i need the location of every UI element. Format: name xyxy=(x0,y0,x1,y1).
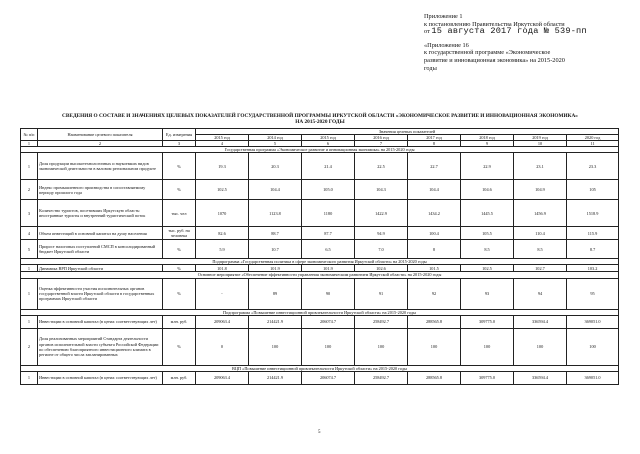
row-value: 100.4 xyxy=(408,227,461,240)
table-row xyxy=(21,315,619,328)
column-number: 11 xyxy=(567,141,619,147)
header-num: № п/п xyxy=(21,129,38,141)
header-year: 2015 год xyxy=(196,135,249,141)
row-name: Оценка эффективности участия исполнительных органов государственной власти Иркутской области в государственных программах Иркутской области xyxy=(38,278,163,309)
row-num: 1 xyxy=(21,153,38,180)
appendix-line: развитие и инновационная экономика» на 2015-2020 xyxy=(424,56,565,64)
row-value: 6.5 xyxy=(302,240,355,259)
row-value: 100 xyxy=(408,328,461,365)
row-value: 214421.9 xyxy=(249,315,302,328)
row-name: Индекс промышленного производства в сопоставляемому периоду прошлого года xyxy=(38,180,163,200)
row-value: 105.0 xyxy=(302,180,355,200)
row-value: 206074.7 xyxy=(302,315,355,328)
column-number: 7 xyxy=(355,141,408,147)
row-value: 102.5 xyxy=(461,265,514,272)
row-value: 101.9 xyxy=(249,265,302,272)
row-value: 209063.4 xyxy=(196,315,249,328)
appendix-line: к постановлению Правительства Иркутской области xyxy=(424,20,565,28)
row-value: 94 xyxy=(514,278,567,309)
title-line: НА 2015-2020 ГОДЫ xyxy=(295,119,345,126)
row-value: 1434.2 xyxy=(408,200,461,227)
row-num: 1 xyxy=(21,278,38,309)
table-row xyxy=(21,200,619,227)
section-title: Государственная программа «Экономическое развитие и инновационная экономика» на 2015-2020 годы xyxy=(21,147,619,153)
header-year: 2014 год xyxy=(249,135,302,141)
table-row xyxy=(21,240,619,259)
row-value: 258492.7 xyxy=(355,371,408,384)
table-row xyxy=(21,153,619,180)
row-value: 206074.7 xyxy=(302,371,355,384)
row-unit: % xyxy=(163,153,196,180)
row-value: 22.9 xyxy=(461,153,514,180)
column-number: 10 xyxy=(514,141,567,147)
column-number: 9 xyxy=(461,141,514,147)
row-value: 1422.9 xyxy=(355,200,408,227)
table-row xyxy=(21,265,619,272)
row-value: 369051.0 xyxy=(567,371,619,384)
row-value: 100 xyxy=(249,328,302,365)
row-value: 288565.8 xyxy=(408,315,461,328)
row-value: 102.7 xyxy=(514,265,567,272)
page-number: 5 xyxy=(318,430,321,435)
row-value: 19.3 xyxy=(196,153,249,180)
row-num: 1 xyxy=(21,315,38,328)
row-value: 100 xyxy=(514,328,567,365)
row-value: 23.3 xyxy=(567,153,619,180)
row-value: 8.5 xyxy=(514,240,567,259)
column-number: 3 xyxy=(163,141,196,147)
row-value: 95 xyxy=(567,278,619,309)
header-year: 2019 год xyxy=(514,135,567,141)
row-value: 1445.5 xyxy=(461,200,514,227)
row-value: 336594.4 xyxy=(514,315,567,328)
table-row xyxy=(21,278,619,309)
row-value: 100 xyxy=(302,328,355,365)
header-name: Наименование целевого показателя xyxy=(38,129,163,141)
row-value: 214421.9 xyxy=(249,371,302,384)
row-value: 87.7 xyxy=(302,227,355,240)
row-unit: % xyxy=(163,328,196,365)
row-value: 104.4 xyxy=(408,180,461,200)
row-unit: % xyxy=(163,278,196,309)
row-num: 2 xyxy=(21,180,38,200)
row-value: 309775.0 xyxy=(461,371,514,384)
row-value: 104.6 xyxy=(461,180,514,200)
table-row xyxy=(21,371,619,384)
row-value: 8.7 xyxy=(567,240,619,259)
header-year: 2020 год xyxy=(567,135,619,141)
row-value: 102.5 xyxy=(196,180,249,200)
row-value: 1518.9 xyxy=(567,200,619,227)
section-title: Основное мероприятие «Обеспечение эффективности управления экономическим развитием Иркутской области» на 2015-2020 годы xyxy=(21,272,619,278)
row-value: 0 xyxy=(196,328,249,365)
row-value: 369051.0 xyxy=(567,315,619,328)
row-value: 8 xyxy=(408,240,461,259)
appendix-line: годы xyxy=(424,64,437,72)
row-value: 101.5 xyxy=(408,265,461,272)
row-unit: % xyxy=(163,180,196,200)
appendix-line: к государственной программе «Экономическое xyxy=(424,49,551,57)
appendix-block xyxy=(424,13,634,72)
row-name: Прирост налоговых поступлений СМСП в консолидированный бюджет Иркутской области xyxy=(38,240,163,259)
appendix-line: Приложение 1 xyxy=(424,13,463,20)
column-number: 8 xyxy=(408,141,461,147)
header-year: 2017 год xyxy=(408,135,461,141)
column-number: 4 xyxy=(196,141,249,147)
row-value: 82.6 xyxy=(196,227,249,240)
appendix-line: «Приложение 16 xyxy=(424,41,469,49)
row-name: Инвестиции в основной капитал (в ценах соответствующих лет) xyxy=(38,315,163,328)
row-value: 104.4 xyxy=(249,180,302,200)
section-title: ВЦП «Повышение инвестиционной привлекательности Иркутской области» на 2015-2020 годы xyxy=(21,365,619,371)
row-value: 20.3 xyxy=(249,153,302,180)
row-num: 1 xyxy=(21,371,38,384)
row-value: 21.4 xyxy=(302,153,355,180)
row-name: Доля реализованных мероприятий Стандарта деятельности органов исполнительной власти субъекта Российской Федерации по обеспечению благоприятного инвестиционного климата в регионе от общего числа запланированных xyxy=(38,328,163,365)
table-row xyxy=(21,328,619,365)
appendix-date-prefix: от xyxy=(424,28,430,36)
row-name: Количество туристов, посетивших Иркутскую область: иностранные туристы и внутренний туристический поток xyxy=(38,200,163,227)
row-value: 115.9 xyxy=(567,227,619,240)
column-number: 5 xyxy=(249,141,302,147)
row-value: 94.9 xyxy=(355,227,408,240)
row-value: 100 xyxy=(567,328,619,365)
row-value: 90 xyxy=(302,278,355,309)
handwritten-date-number: 15 августа 2017 года № 539-пп xyxy=(431,26,587,37)
row-unit: млн. руб. xyxy=(163,371,196,384)
row-unit: % xyxy=(163,265,196,272)
row-value: 92 xyxy=(408,278,461,309)
row-value: 91 xyxy=(355,278,408,309)
row-value: 104.9 xyxy=(514,180,567,200)
column-number: 2 xyxy=(38,141,163,147)
row-value: 10.7 xyxy=(249,240,302,259)
column-number: 6 xyxy=(302,141,355,147)
row-num: 2 xyxy=(21,328,38,365)
row-value: 5.9 xyxy=(196,240,249,259)
row-value: 100 xyxy=(461,328,514,365)
row-value: 104.3 xyxy=(355,180,408,200)
document-title xyxy=(60,113,580,125)
row-value: 1123.8 xyxy=(249,200,302,227)
section-title: Подпрограмма «Повышение инвестиционной привлекательности Иркутской области» на 2015-2020 годы xyxy=(21,309,619,315)
row-value: 105.5 xyxy=(461,227,514,240)
row-unit: тыс. чел xyxy=(163,200,196,227)
row-unit: тыс. руб. на человека xyxy=(163,227,196,240)
row-name: Доля продукции высокотехнологичных и наукоемких видов экономической деятельности в валовом региональном продукте xyxy=(38,153,163,180)
column-number: 1 xyxy=(21,141,38,147)
row-name: Объем инвестиций в основной капитал на душу населения xyxy=(38,227,163,240)
row-num: 3 xyxy=(21,200,38,227)
row-value: 1070 xyxy=(196,200,249,227)
row-value: 100 xyxy=(355,328,408,365)
appendix-date-line xyxy=(424,28,634,36)
row-num: 5 xyxy=(21,240,38,259)
row-value: 101.9 xyxy=(302,265,355,272)
row-value: 93 xyxy=(461,278,514,309)
row-unit: млн. руб. xyxy=(163,315,196,328)
row-value: 22.7 xyxy=(408,153,461,180)
row-value: 8.5 xyxy=(461,240,514,259)
header-year: 2018 год xyxy=(461,135,514,141)
row-num: 1 xyxy=(21,265,38,272)
row-num: 4 xyxy=(21,227,38,240)
header-year: 2015 год xyxy=(302,135,355,141)
row-value: 103.2 xyxy=(567,265,619,272)
row-value: 209063.4 xyxy=(196,371,249,384)
row-value: 22.5 xyxy=(355,153,408,180)
row-value: 88.7 xyxy=(249,227,302,240)
title-line: СВЕДЕНИЯ О СОСТАВЕ И ЗНАЧЕНИЯХ ЦЕЛЕВЫХ ПОКАЗАТЕЛЕЙ ГОСУДАРСТВЕННОЙ ПРОГРАММЫ ИРКУТСКОЙ ОБЛАСТИ «ЭКОНОМИЧЕСКОЕ РАЗВИТИЕ И ИННОВАЦИОННАЯ ЭКОНОМИКА» xyxy=(62,113,578,119)
row-value: 101.8 xyxy=(196,265,249,272)
row-value: 23.1 xyxy=(514,153,567,180)
header-year: 2016 год xyxy=(355,135,408,141)
row-value: 288565.8 xyxy=(408,371,461,384)
row-value: 1180 xyxy=(302,200,355,227)
row-value: 102.6 xyxy=(355,265,408,272)
row-value: 105 xyxy=(567,180,619,200)
row-value: 110.4 xyxy=(514,227,567,240)
row-value: 7.0 xyxy=(355,240,408,259)
row-value: - xyxy=(196,278,249,309)
row-value: 336594.4 xyxy=(514,371,567,384)
section-title: Подпрограмма «Государственная политика в сфере экономического развития Иркутской области» на 2015-2020 годы xyxy=(21,259,619,265)
row-unit: % xyxy=(163,240,196,259)
row-name: Динамика ВРП Иркутской области xyxy=(38,265,163,272)
table-row xyxy=(21,180,619,200)
row-name: Инвестиции в основной капитал (в ценах соответствующих лет) xyxy=(38,371,163,384)
row-value: 1456.9 xyxy=(514,200,567,227)
indicators-table xyxy=(20,128,619,385)
row-value: 258492.7 xyxy=(355,315,408,328)
header-values-title: Значения целевых показателей xyxy=(196,129,619,135)
table-row xyxy=(21,227,619,240)
row-value: 89 xyxy=(249,278,302,309)
header-unit: Ед. измерения xyxy=(163,129,196,141)
row-value: 309775.0 xyxy=(461,315,514,328)
